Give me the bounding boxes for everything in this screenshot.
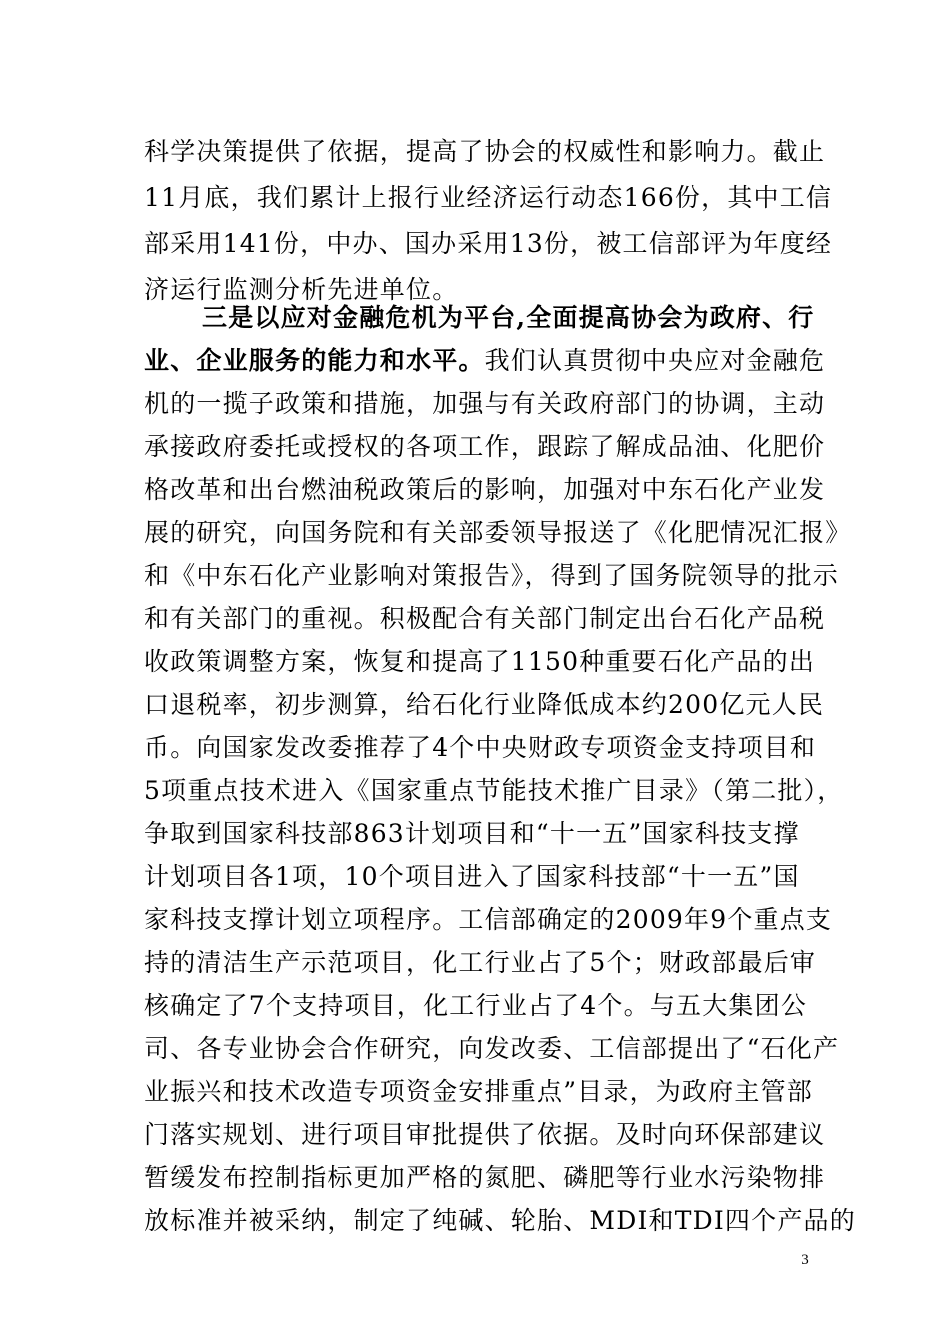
text-line: 承接政府委托或授权的各项工作，跟踪了解成品油、化肥价 (144, 432, 826, 461)
text-line: 口退税率，初步测算，给石化行业降低成本约200亿元人民 (144, 690, 825, 719)
text-line: 业振兴和技术改造专项资金安排重点”目录，为政府主管部 (144, 1077, 813, 1106)
text-line: 和《中东石化产业影响对策报告》，得到了国务院领导的批示 (144, 561, 839, 590)
page-number: 3 (801, 1252, 809, 1268)
text-line: 格改革和出台燃油税政策后的影响，加强对中东石化产业发 (144, 475, 826, 504)
text-line: 展的研究，向国务院和有关部委领导报送了《化肥情况汇报》 (144, 518, 852, 547)
text-line: 机的一揽子政策和措施，加强与有关政府部门的协调，主动 (144, 389, 826, 418)
text-line-mixed (144, 341, 826, 381)
text-line: 币。向国家发改委推荐了4个中央财政专项资金支持项目和 (144, 733, 817, 762)
text-line: 济运行监测分析先进单位。 (144, 275, 459, 304)
text-line: 放标准并被采纳，制定了纯碱、轮胎、MDI和TDI四个产品的 (144, 1206, 856, 1235)
text-line: 科学决策提供了依据，提高了协会的权威性和影响力。截止 (144, 137, 826, 166)
text-line: 核确定了7个支持项目，化工行业占了4个。与五大集团公 (144, 991, 808, 1020)
text-line: 和有关部门的重视。积极配合有关部门制定出台石化产品税 (144, 604, 826, 633)
text-line: 门落实规划、进行项目审批提供了依据。及时向环保部建议 (144, 1120, 826, 1149)
section-heading-end: 业、企业服务的能力和水平。 (144, 346, 485, 375)
text-line: 持的清洁生产示范项目，化工行业占了5个；财政部最后审 (144, 948, 817, 977)
text-line: 争取到国家科技部863计划项目和“十一五”国家科技支撑 (144, 819, 800, 848)
text-line: 11月底，我们累计上报行业经济运行动态166份，其中工信 (144, 183, 833, 212)
text-line: 司、各专业协会合作研究，向发改委、工信部提出了“石化产 (144, 1034, 840, 1063)
text-line: 5项重点技术进入《国家重点节能技术推广目录》（第二批）， (144, 776, 844, 805)
text-line-continuation: 我们认真贯彻中央应对金融危 (484, 346, 826, 375)
section-heading-line: 三是以应对金融危机为平台,全面提高协会为政府、行 (202, 303, 815, 332)
text-line: 家科技支撑计划立项程序。工信部确定的2009年9个重点支 (144, 905, 833, 934)
text-line: 部采用141份，中办、国办采用13份，被工信部评为年度经 (144, 229, 833, 258)
text-line: 暂缓发布控制指标更加严格的氮肥、磷肥等行业水污染物排 (144, 1163, 826, 1192)
text-line: 计划项目各1项，10个项目进入了国家科技部“十一五”国 (144, 862, 800, 891)
text-line: 收政策调整方案，恢复和提高了1150种重要石化产品的出 (144, 647, 816, 676)
